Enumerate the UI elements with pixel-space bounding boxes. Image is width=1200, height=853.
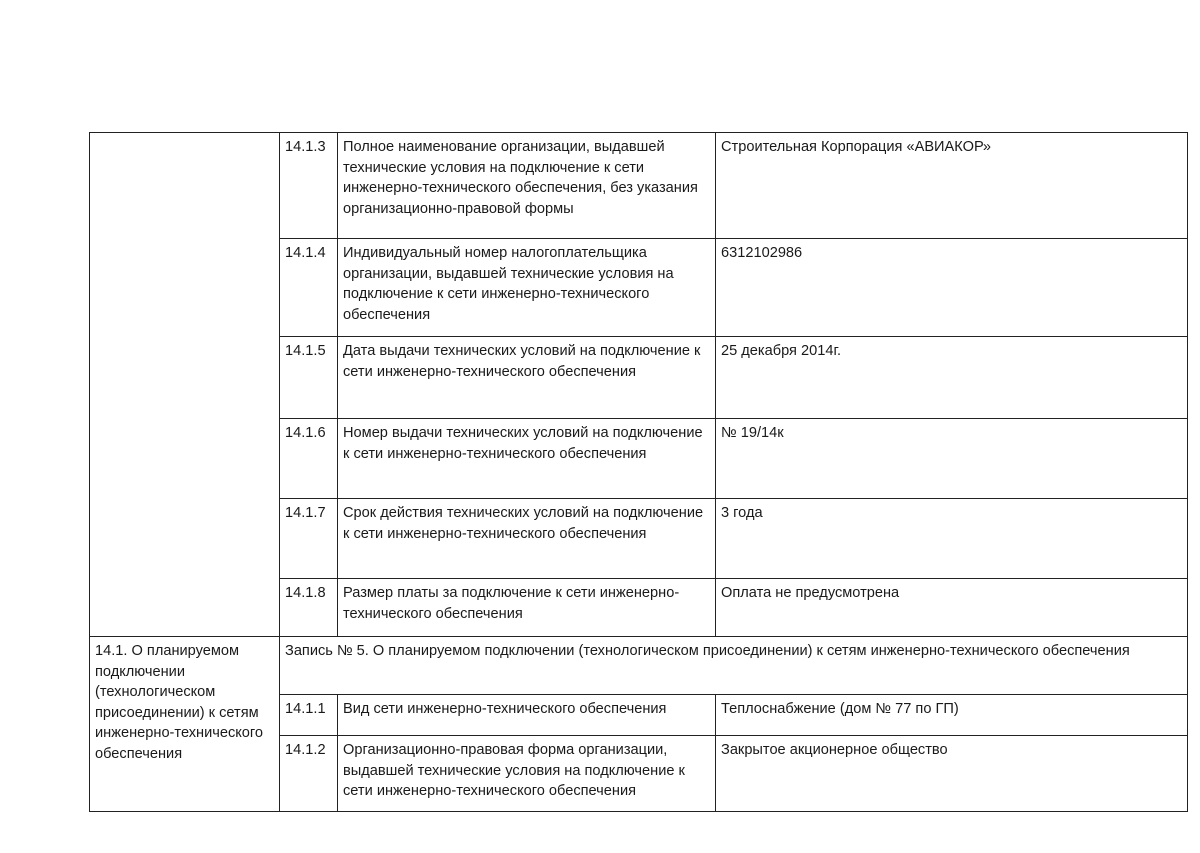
- row-label: Организационно-правовая форма организации, выдавшей технические условия на подключение к сети инженерно-технического обеспечения: [338, 736, 716, 812]
- row-value: Оплата не предусмотрена: [716, 579, 1188, 637]
- document-table: [89, 132, 1188, 812]
- table-row: [90, 637, 1188, 695]
- row-number: 14.1.8: [280, 579, 338, 637]
- row-value: Строительная Корпорация «АВИАКОР»: [716, 133, 1188, 239]
- row-label: Номер выдачи технических условий на подключение к сети инженерно-технического обеспечения: [338, 419, 716, 499]
- row-label: Дата выдачи технических условий на подключение к сети инженерно-технического обеспечения: [338, 337, 716, 419]
- row-label: Индивидуальный номер налогоплательщика организации, выдавшей технические условия на подключение к сети инженерно-технического обеспечения: [338, 239, 716, 337]
- row-number: 14.1.2: [280, 736, 338, 812]
- row-label: Вид сети инженерно-технического обеспечения: [338, 695, 716, 736]
- row-number: 14.1.1: [280, 695, 338, 736]
- row-number: 14.1.3: [280, 133, 338, 239]
- row-value: 3 года: [716, 499, 1188, 579]
- row-value: 6312102986: [716, 239, 1188, 337]
- record-heading: Запись № 5. О планируемом подключении (технологическом присоединении) к сетям инженерно-технического обеспечения: [280, 637, 1188, 695]
- row-value: Теплоснабжение (дом № 77 по ГП): [716, 695, 1188, 736]
- table-row: [90, 133, 1188, 239]
- row-value: 25 декабря 2014г.: [716, 337, 1188, 419]
- empty-section-cell: [90, 133, 280, 637]
- row-number: 14.1.6: [280, 419, 338, 499]
- row-label: Размер платы за подключение к сети инженерно-технического обеспечения: [338, 579, 716, 637]
- row-value: № 19/14к: [716, 419, 1188, 499]
- row-value: Закрытое акционерное общество: [716, 736, 1188, 812]
- row-number: 14.1.7: [280, 499, 338, 579]
- row-number: 14.1.5: [280, 337, 338, 419]
- section-title: 14.1. О планируемом подключении (технологическом присоединении) к сетям инженерно-технического обеспечения: [90, 637, 280, 812]
- row-label: Срок действия технических условий на подключение к сети инженерно-технического обеспечения: [338, 499, 716, 579]
- row-number: 14.1.4: [280, 239, 338, 337]
- row-label: Полное наименование организации, выдавшей технические условия на подключение к сети инженерно-технического обеспечения, без указания организационно-правовой формы: [338, 133, 716, 239]
